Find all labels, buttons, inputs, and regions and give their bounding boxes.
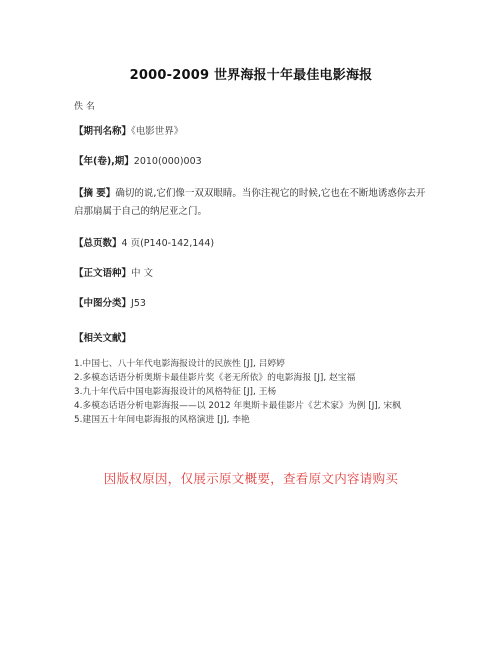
- journal-field: [74, 125, 183, 139]
- reference-item[interactable]: 4.多模态话语分析电影海报——以 2012 年奥斯卡最佳影片《艺术家》为例 [J], 宋枫: [74, 401, 401, 411]
- language-value: 中 文: [131, 268, 154, 279]
- classification-field: [74, 297, 146, 311]
- pages-field: [74, 237, 214, 251]
- reference-item[interactable]: 1.中国七、八十年代电影海报设计的民族性 [J], 吕婷婷: [74, 359, 285, 369]
- references-list: [74, 357, 444, 427]
- reference-item[interactable]: 3.九十年代后中国电影海报设计的风格特征 [J], 王杨: [74, 387, 277, 397]
- pages-value: 4 页(P140-142,144): [121, 238, 215, 249]
- language-label: 【正文语种】: [74, 268, 132, 279]
- year-label: 【年(卷),期】: [74, 156, 134, 167]
- journal-label: 【期刊名称】: [74, 126, 132, 137]
- reference-item[interactable]: 2.多模态话语分析奥斯卡最佳影片奖《老无所依》的电影海报 [J], 赵宝福: [74, 373, 356, 383]
- classification-value: J53: [131, 298, 146, 309]
- copyright-notice: 因版权原因，仅展示原文概要，查看原文内容请购买: [103, 471, 399, 486]
- year-value: 2010(000)003: [133, 156, 202, 167]
- classification-label: 【中图分类】: [74, 298, 132, 309]
- abstract-field: [74, 185, 434, 221]
- pages-label: 【总页数】: [74, 238, 122, 249]
- author: 佚 名: [74, 102, 95, 112]
- references-heading: 【相关文献】: [74, 333, 132, 344]
- year-field: [74, 155, 202, 169]
- reference-item[interactable]: 5.建国五十年间电影海报的风格演进 [J], 李艳: [74, 415, 250, 425]
- language-field: [74, 267, 153, 281]
- abstract-value: 确切的说,它们像一双双眼睛。当你注视它的时候,它也在不断地诱惑你去开启那扇属于自己的纳尼亚之门。: [74, 188, 426, 217]
- abstract-label: 【摘 要】: [74, 188, 116, 199]
- journal-value: 《电影世界》: [131, 126, 184, 137]
- page-title: 2000-2009 世界海报十年最佳电影海报: [129, 68, 373, 83]
